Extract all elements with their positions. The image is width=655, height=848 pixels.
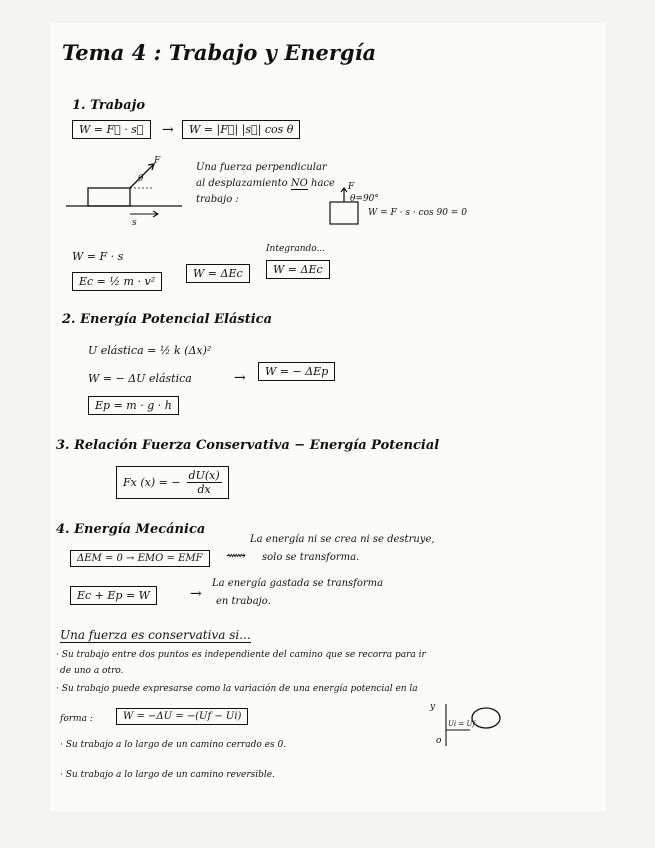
small-diagram-label-angle: θ=90° bbox=[350, 194, 379, 204]
diagram-label-f: F bbox=[154, 156, 161, 166]
bullet-1-line-1: · Su trabajo entre dos puntos es independiente del camino que se recorra para ir bbox=[56, 650, 426, 660]
derivative-numerator: dU(x) bbox=[188, 469, 220, 482]
note-spent-line-1: La energía gastada se transforma bbox=[212, 578, 384, 589]
section-heading-mechanical: 4. Energía Mecánica bbox=[56, 522, 206, 537]
equation-box-work-dot: W = F⃗ · s⃗ bbox=[72, 120, 151, 139]
diagram-label-s: s bbox=[132, 218, 137, 228]
note-no: NO bbox=[290, 178, 308, 189]
block bbox=[88, 188, 130, 206]
bullet-2-line-2: forma : bbox=[60, 714, 93, 724]
note-line-2 bbox=[196, 178, 335, 189]
section-heading-trabajo: 1. Trabajo bbox=[72, 98, 145, 113]
equation-box-work-cos: W = |F⃗| |s⃗| cos θ bbox=[182, 120, 300, 139]
integrating-label: Integrando... bbox=[266, 244, 326, 254]
equation-box-work-energy-2: W = ΔEc bbox=[266, 260, 330, 279]
note-line-2-end: hace bbox=[311, 178, 335, 189]
bullet-3: · Su trabajo a lo largo de un camino cerrado es 0. bbox=[60, 740, 287, 750]
equation-work-fs: W = F · s bbox=[72, 250, 124, 263]
note-energy-line-2: solo se transforma. bbox=[262, 552, 360, 563]
closed-path-loop bbox=[472, 708, 500, 728]
derivative-denominator: dx bbox=[197, 483, 211, 496]
section-heading-conservative-force: Una fuerza es conservativa si... bbox=[60, 628, 251, 642]
force-diagram-icon bbox=[62, 156, 192, 246]
derivative-fraction bbox=[187, 469, 222, 496]
page-title: Tema 4 : Trabajo y Energía bbox=[62, 40, 377, 65]
note-energy-line-1: La energía ni se crea ni se destruye, bbox=[250, 534, 435, 545]
equation-elastic-potential: U elástica = ½ k (Δx)² bbox=[88, 344, 212, 357]
equation-box-potential-difference: W = −ΔU = −(Uf − Ui) bbox=[116, 708, 248, 725]
note-line-2-text: al desplazamiento bbox=[196, 178, 288, 189]
force-lhs: Fx (x) = − bbox=[123, 476, 181, 489]
note-spent-line-2: en trabajo. bbox=[216, 596, 271, 607]
equation-box-gravitational: Ep = m · g · h bbox=[88, 396, 179, 415]
note-line-3: trabajo : bbox=[196, 194, 239, 205]
equation-work-elastic: W = − ΔU elástica bbox=[88, 372, 192, 385]
wavy-arrow-icon: ⟿ bbox=[226, 548, 247, 564]
equation-box-kinetic: Ec = ½ m · v² bbox=[72, 272, 162, 291]
graph-label-equal-potential: Ui = Uf bbox=[448, 720, 475, 728]
arrow-icon-3: → bbox=[190, 586, 202, 602]
equation-box-energy-work: Ec + Ep = W bbox=[70, 586, 157, 605]
perpendicular-diagram-icon bbox=[326, 182, 386, 232]
graph-label-y: y bbox=[430, 702, 436, 712]
arrow-icon: → bbox=[162, 122, 174, 138]
equation-box-mechanical-conservation: ΔEM = 0 → EMO = EMF bbox=[70, 550, 210, 567]
graph-label-o: o bbox=[436, 736, 442, 746]
arrow-icon-2: → bbox=[234, 370, 246, 386]
diagram-label-theta: θ bbox=[138, 174, 144, 184]
equation-box-force-potential bbox=[116, 466, 229, 499]
bullet-1-line-2: de uno a otro. bbox=[60, 666, 124, 676]
small-diagram-equation: W = F · s · cos 90 = 0 bbox=[368, 208, 467, 218]
notebook-page bbox=[50, 22, 606, 812]
small-diagram-label-f: F bbox=[348, 182, 355, 192]
small-block bbox=[330, 202, 358, 224]
bullet-4: · Su trabajo a lo largo de un camino reversible. bbox=[60, 770, 275, 780]
section-heading-conservative: 3. Relación Fuerza Conservativa − Energía Potencial bbox=[56, 438, 440, 453]
equation-box-work-potential: W = − ΔEp bbox=[258, 362, 335, 381]
bullet-2-line-1: · Su trabajo puede expresarse como la variación de una energía potencial en la bbox=[56, 684, 418, 694]
section-heading-elastic: 2. Energía Potencial Elástica bbox=[62, 312, 272, 327]
equation-box-work-energy-1: W = ΔEc bbox=[186, 264, 250, 283]
note-line-1: Una fuerza perpendicular bbox=[196, 162, 327, 173]
